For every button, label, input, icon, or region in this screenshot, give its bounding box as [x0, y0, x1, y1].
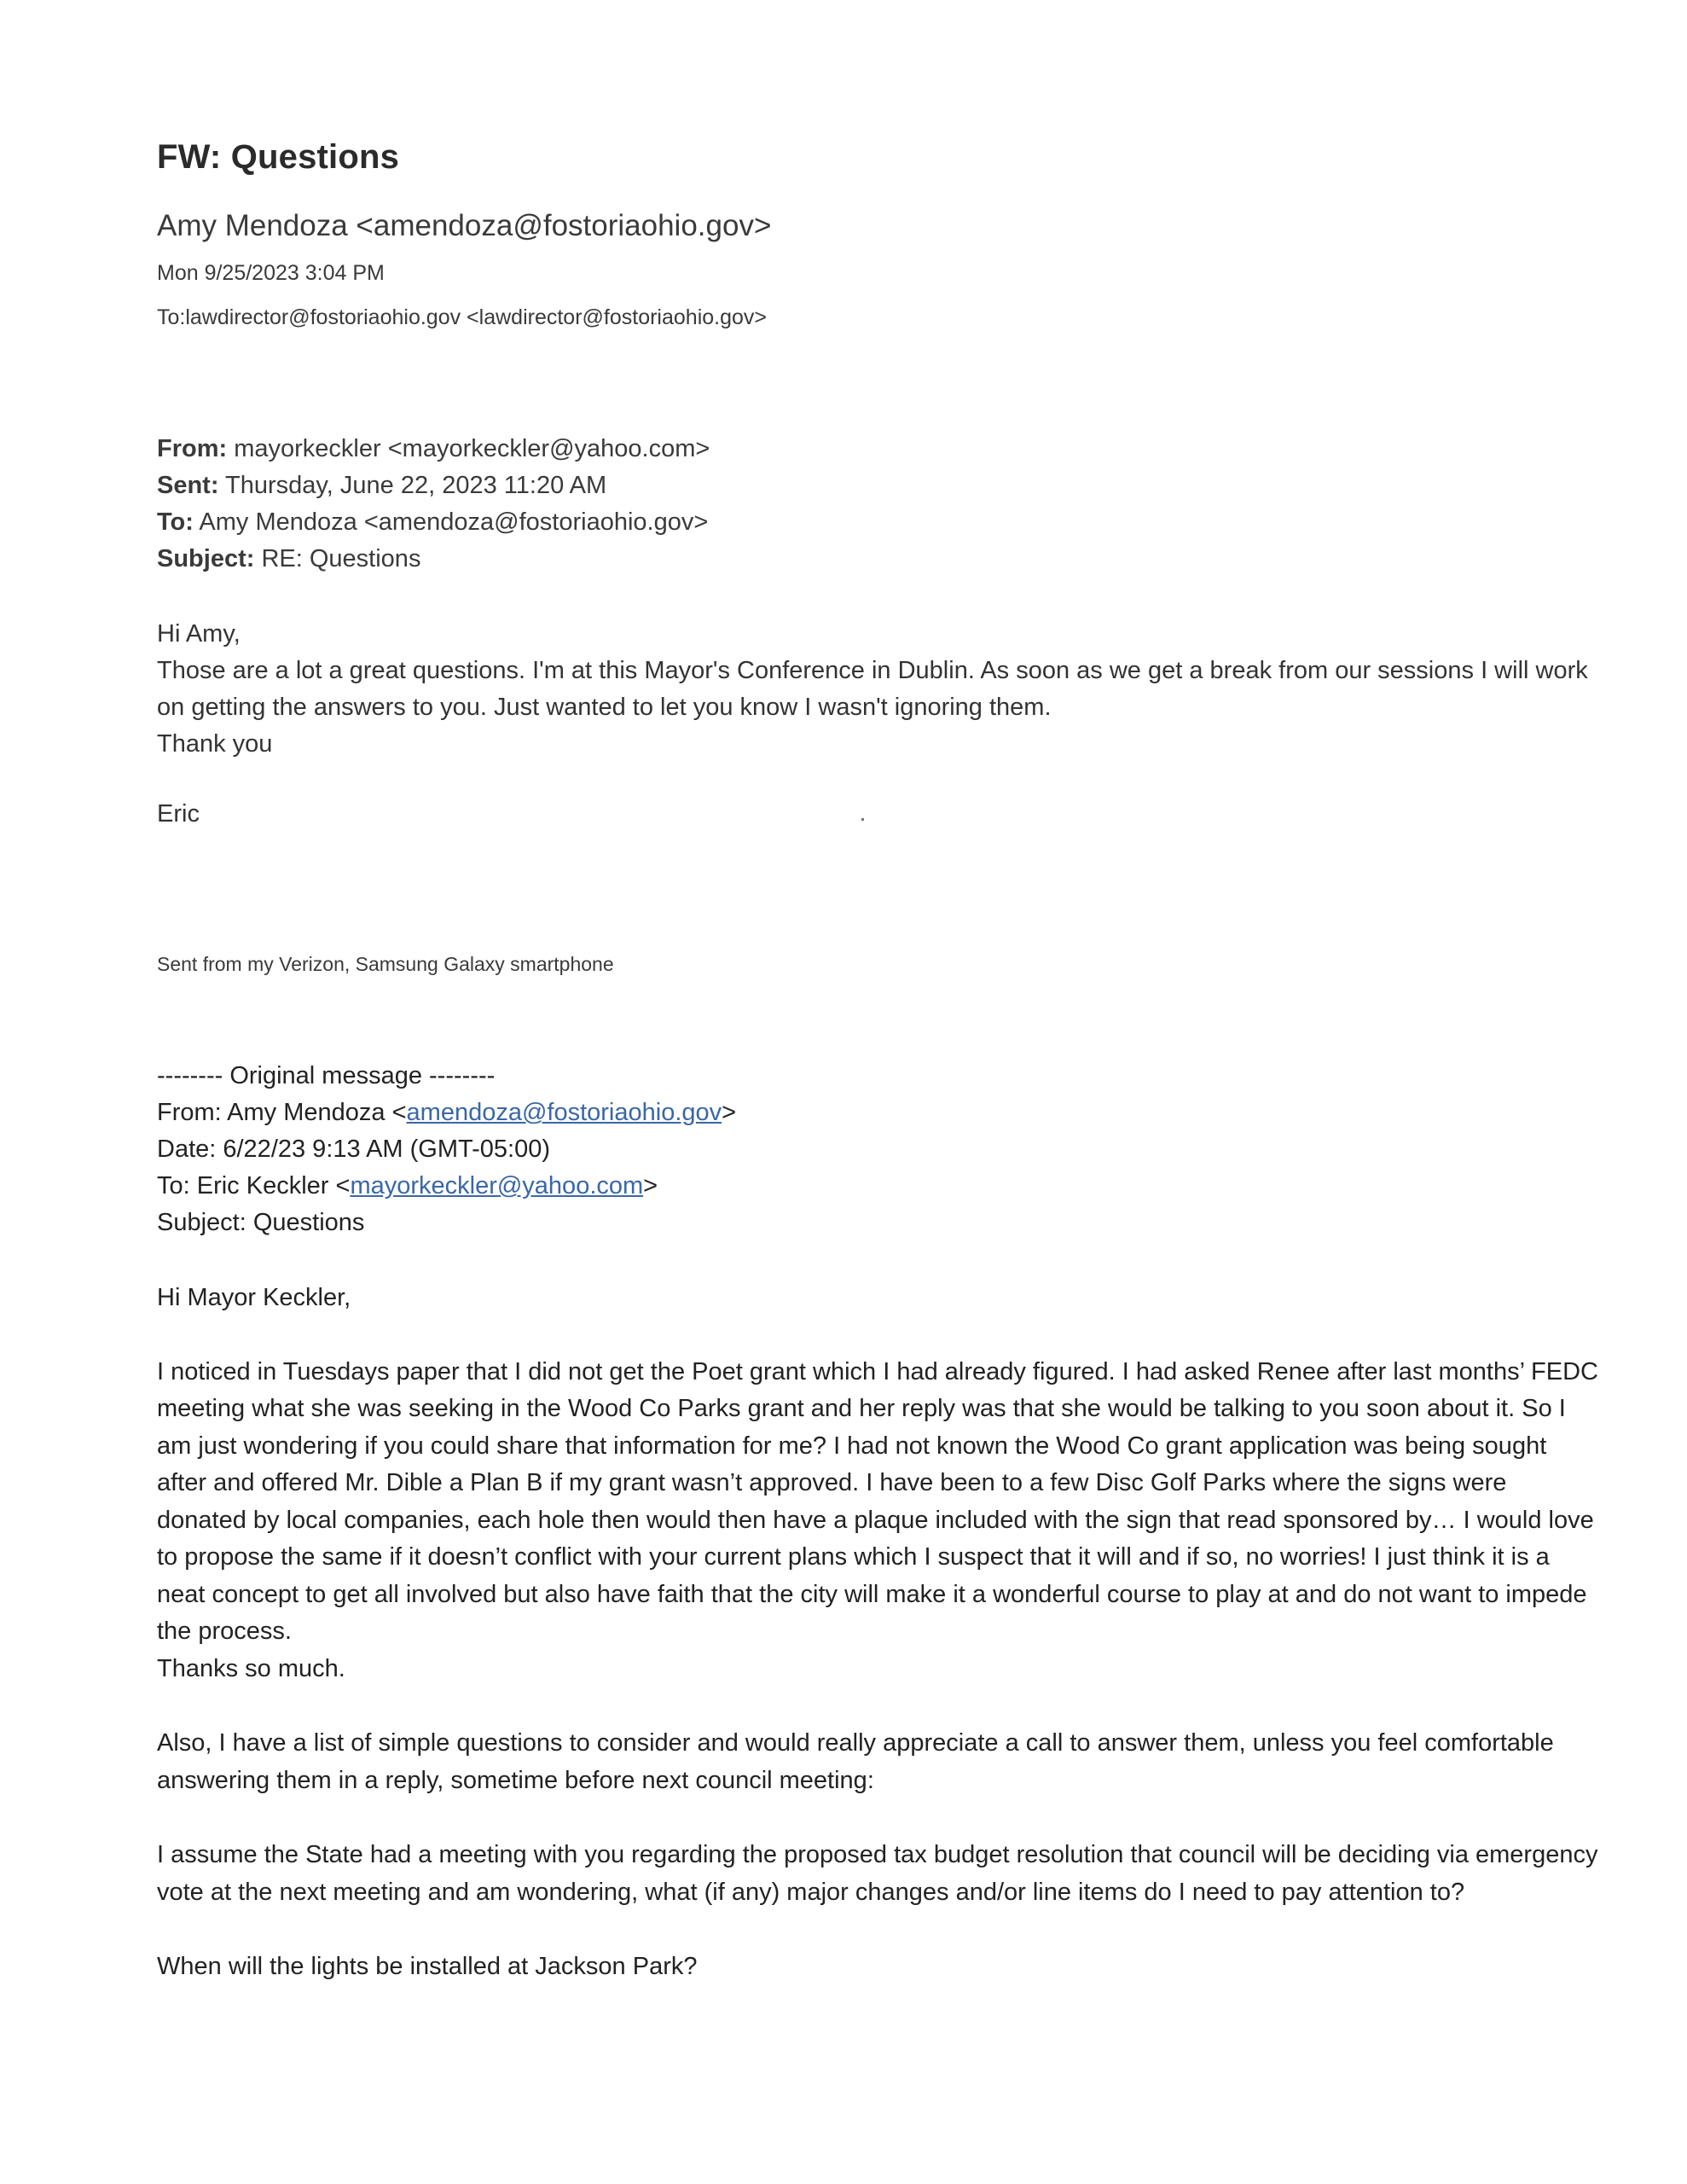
forwarded-from-row	[157, 431, 710, 468]
mobile-signature: Sent from my Verizon, Samsung Galaxy smartphone	[157, 953, 614, 975]
forwarded-to-value: Amy Mendoza <amendoza@fostoriaohio.gov>	[199, 508, 709, 536]
forwarded-from-label: From:	[157, 435, 228, 462]
original-to-suffix: >	[643, 1172, 658, 1199]
reply-greeting: Hi Amy,	[157, 620, 241, 648]
forwarded-subject-value: RE: Questions	[261, 545, 421, 572]
spacer	[157, 1911, 1598, 1949]
original-from-prefix: From: Amy Mendoza <	[157, 1099, 407, 1126]
original-paragraph-1: I noticed in Tuesdays paper that I did not get the Poet grant which I had already figured. I had asked Renee after last months’ FEDC meeting what she was seeking in the Wood Co Parks grant and her reply was that she would be talking to you soon about it. So I am just wondering if you could share that information for me? I had not known the Wood Co grant application was being sought after and offered Mr. Dible a Plan B if my grant wasn’t approved. I have been to a few Disc Golf Parks where the signs were donated by local companies, each hole then would then have a plaque included with the sign that read sponsored by… I would love to propose the same if it doesn’t conflict with your current plans which I suspect that it will and if so, no worries! I just think it is a neat concept to get all involved but also have faith that the city will make it a wonderful course to play at and do not want to impede the process.	[157, 1357, 1598, 1645]
forwarded-subject-row	[157, 541, 710, 578]
forwarded-from-value: mayorkeckler <mayorkeckler@yahoo.com>	[234, 435, 710, 462]
reply-paragraph: Those are a lot a great questions. I'm at this Mayor's Conference in Dublin. As soon as we get a break from our sessions I will work on getting the answers to you. Just wanted to let you know I wasn't ignoring them.	[157, 657, 1588, 721]
original-subject-row: Subject: Questions	[157, 1209, 365, 1236]
original-question-1: I assume the State had a meeting with you regarding the proposed tax budget resolution that council will be deciding via emergency vote at the next meeting and am wondering, what (if any) major changes and/or line items do I need to pay attention to?	[157, 1841, 1598, 1906]
original-to-row	[157, 1168, 736, 1205]
original-message-body	[157, 1280, 1598, 1986]
scan-artifact	[861, 818, 864, 821]
forwarded-subject-label: Subject:	[157, 545, 255, 572]
original-greeting: Hi Mayor Keckler,	[157, 1284, 351, 1311]
original-thanks: Thanks so much.	[157, 1654, 345, 1682]
original-paragraph-2: Also, I have a list of simple questions to consider and would really appreciate a call to answer them, unless you feel comfortable answering them in a reply, sometime before next council meeting:	[157, 1729, 1554, 1794]
email-subject-title: FW: Questions	[157, 138, 400, 176]
reply-body	[157, 616, 1590, 763]
forwarded-to-row	[157, 504, 710, 541]
original-to-email-link[interactable]: mayorkeckler@yahoo.com	[350, 1172, 644, 1199]
forwarded-sent-label: Sent:	[157, 472, 219, 499]
spacer	[157, 1317, 1598, 1354]
forwarded-sent-value: Thursday, June 22, 2023 11:20 AM	[225, 472, 607, 499]
original-to-prefix: To: Eric Keckler <	[157, 1172, 351, 1199]
forwarded-header	[157, 431, 710, 578]
original-from-suffix: >	[722, 1099, 737, 1126]
forwarded-to-label: To:	[157, 508, 194, 536]
reply-signature: Eric	[157, 800, 200, 828]
original-question-2: When will the lights be installed at Jackson Park?	[157, 1953, 698, 1980]
forwarded-sent-row	[157, 468, 710, 504]
original-message-divider: -------- Original message --------	[157, 1062, 496, 1089]
email-recipients: To:lawdirector@fostoriaohio.gov <lawdirector@fostoriaohio.gov>	[157, 305, 768, 329]
reply-closing: Thank you	[157, 730, 273, 758]
original-message-header	[157, 1058, 736, 1241]
email-sender: Amy Mendoza <amendoza@fostoriaohio.gov>	[157, 209, 772, 242]
original-from-email-link[interactable]: amendoza@fostoriaohio.gov	[406, 1099, 722, 1126]
email-date: Mon 9/25/2023 3:04 PM	[157, 261, 385, 285]
original-date-row: Date: 6/22/23 9:13 AM (GMT-05:00)	[157, 1136, 551, 1163]
spacer	[157, 1687, 1598, 1725]
spacer	[157, 1799, 1598, 1837]
original-from-row	[157, 1095, 736, 1131]
